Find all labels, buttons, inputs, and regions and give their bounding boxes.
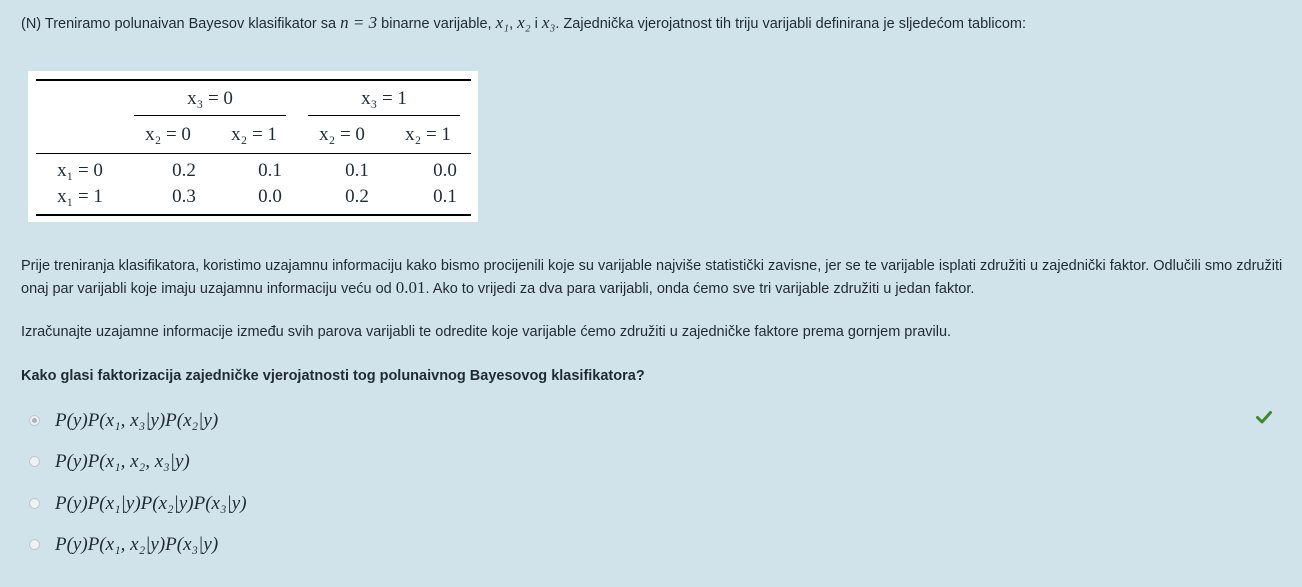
row-label-x1-1: x₁ = 1 [57, 186, 103, 207]
paragraph-mutual-information [21, 255, 1283, 300]
answer-option-4[interactable] [29, 533, 1279, 559]
intro-text-2: binarne varijable, [377, 16, 496, 32]
cell-r1-c2: 0.1 [258, 160, 282, 181]
intro-text-3: . Zajednička vjerojatnost tih triju varijabli definirana je sljedećom tablicom: [555, 16, 1027, 32]
paragraph1-text-2: . Ako to vrijedi za dva para varijabli, onda ćemo sve tri varijable združiti u jedan faktor. [425, 281, 975, 297]
radio-button[interactable] [29, 539, 40, 550]
group-header-x3-1: x₃ = 1 [361, 88, 407, 109]
group-header-x3-0: x₃ = 0 [187, 88, 233, 109]
cell-r2-c3: 0.2 [345, 186, 369, 207]
intro-n-expr: n = 3 [340, 13, 378, 32]
paragraph1-text-1: Prije treniranja klasifikatora, koristimo uzajamnu informaciju kako bismo procijenili koje su varijable najviše statistički zavisne, jer se te varijable isplati združiti u zajednički faktor. Odlučili smo združiti onaj par varijabli koje imaju uzajamnu informaciju veću od [21, 258, 1283, 297]
radio-button[interactable] [29, 456, 40, 467]
question-text: Kako glasi faktorizacija zajedničke vjerojatnosti tog polunaivnog Bayesovog klasifikatora? [21, 368, 645, 384]
col-header-4: x₂ = 1 [405, 124, 451, 145]
radio-button[interactable] [29, 498, 40, 509]
cell-r2-c2: 0.0 [258, 186, 282, 207]
cell-r1-c1: 0.2 [172, 160, 196, 181]
answer-option-2[interactable] [29, 450, 1279, 476]
table-top-rule [36, 79, 471, 81]
col-header-2: x₂ = 1 [231, 124, 277, 145]
intro-sep-1: , [509, 16, 518, 32]
paragraph-instructions: Izračunajte uzajamne informacije između svih parova varijabli te odredite koje varijable ćemo združiti u zajedničke faktore prema gornjem pravilu. [21, 324, 952, 340]
table-mid-rule [36, 153, 471, 154]
intro-var-x3: x₃ [541, 13, 556, 32]
checkmark-icon [1256, 409, 1272, 425]
intro-var-x1: x₁ [495, 13, 510, 32]
row-label-x1-0: x₁ = 0 [57, 160, 103, 181]
group-rule-2 [308, 115, 460, 116]
answer-option-label[interactable]: P(y)P(x₁, x₂, x₃|y) [55, 451, 190, 472]
answer-option-label[interactable]: P(y)P(x₁|y)P(x₂|y)P(x₃|y) [55, 493, 247, 514]
col-header-1: x₂ = 0 [145, 124, 191, 145]
table-bottom-rule [36, 214, 471, 216]
radio-button-selected[interactable] [29, 415, 40, 426]
question-intro [21, 12, 1281, 35]
answer-option-label[interactable]: P(y)P(x₁, x₂|y)P(x₃|y) [55, 534, 219, 555]
answer-option-3[interactable] [29, 492, 1279, 518]
intro-text-1: (N) Treniramo polunaivan Bayesov klasifikator sa [21, 16, 341, 32]
threshold-value: 0.01 [395, 278, 426, 297]
joint-probability-table [28, 71, 478, 222]
cell-r2-c4: 0.1 [433, 186, 457, 207]
group-rule-1 [134, 115, 286, 116]
answer-option-label[interactable]: P(y)P(x₁, x₃|y)P(x₂|y) [55, 410, 219, 431]
col-header-3: x₂ = 0 [319, 124, 365, 145]
intro-var-x2: x₂ [517, 13, 531, 32]
cell-r1-c3: 0.1 [345, 160, 369, 181]
cell-r1-c4: 0.0 [433, 160, 457, 181]
answer-option-1[interactable] [29, 409, 1279, 435]
intro-sep-2: i [530, 16, 542, 32]
cell-r2-c1: 0.3 [172, 186, 196, 207]
